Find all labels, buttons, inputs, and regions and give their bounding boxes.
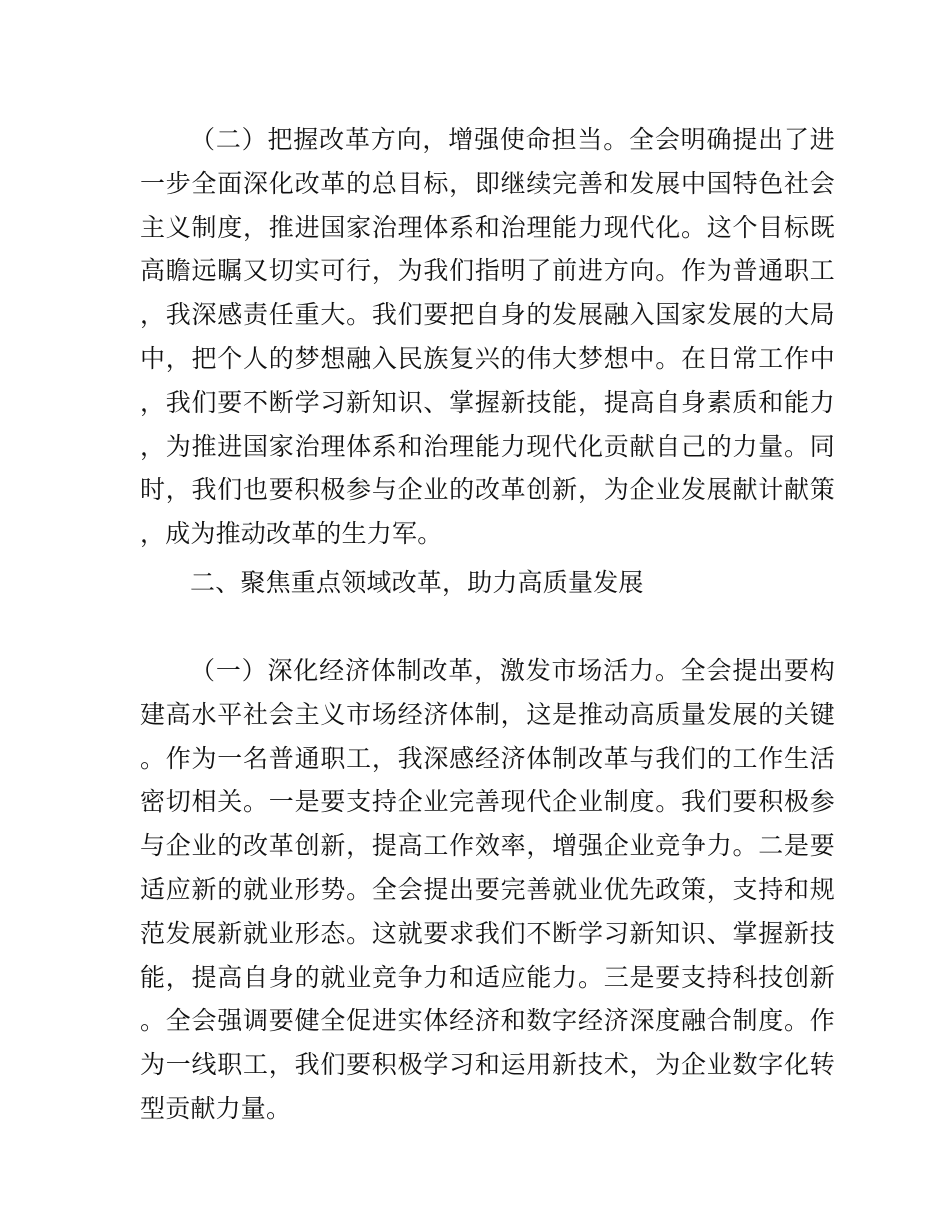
heading-text: 二、聚焦重点领域改革，助力高质量发展 <box>190 568 644 597</box>
section-heading <box>140 561 835 605</box>
paragraph-text: （一）深化经济体制改革，激发市场活力。全会提出要构建高水平社会主义市场经济体制，这是推动高质量发展的关键。作为一名普通职工，我深感经济体制改革与我们的工作生活密切相关。一是要支持企业完善现代企业制度。我们要积极参与企业的改革创新，提高工作效率，增强企业竞争力。二是要适应新的就业形势。全会提出要完善就业优先政策，支持和规范发展新就业形态。这就要求我们不断学习新知识、掌握新技能，提高自身的就业竞争力和适应能力。三是要支持科技创新。全会强调要健全促进实体经济和数字经济深度融合制度。作为一线职工，我们要积极学习和运用新技术，为企业数字化转型贡献力量。 <box>140 656 835 1123</box>
paragraph-economic-reform <box>140 649 835 1131</box>
paragraph-section-2-direction <box>140 118 835 556</box>
paragraph-text: （二）把握改革方向，增强使命担当。全会明确提出了进一步全面深化改革的总目标，即继续完善和发展中国特色社会主义制度，推进国家治理体系和治理能力现代化。这个目标既高瞻远瞩又切实可行，为我们指明了前进方向。作为普通职工，我深感责任重大。我们要把自身的发展融入国家发展的大局中，把个人的梦想融入民族复兴的伟大梦想中。在日常工作中，我们要不断学习新知识、掌握新技能，提高自身素质和能力，为推进国家治理体系和治理能力现代化贡献自己的力量。同时，我们也要积极参与企业的改革创新，为企业发展献计献策，成为推动改革的生力军。 <box>140 125 835 549</box>
